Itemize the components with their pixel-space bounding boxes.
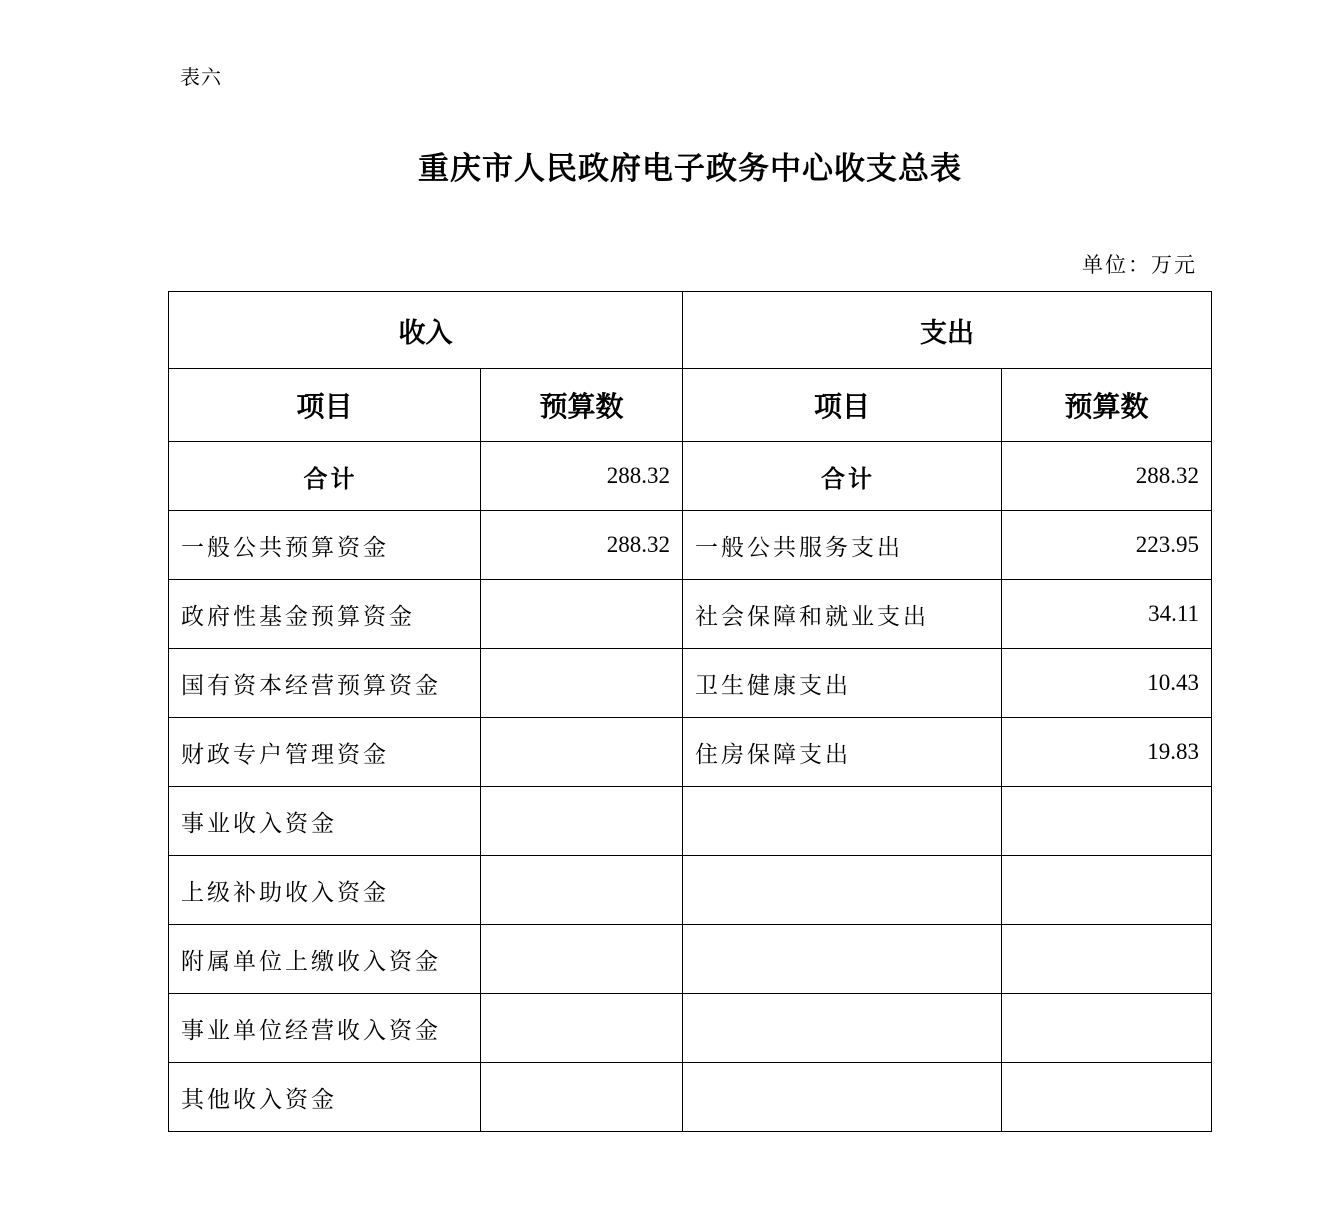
income-value-cell <box>481 787 683 856</box>
income-value-cell <box>481 994 683 1063</box>
expense-item-cell: 卫生健康支出 <box>683 649 1002 718</box>
expense-value-cell <box>1002 925 1212 994</box>
expense-item-cell: 一般公共服务支出 <box>683 511 1002 580</box>
expense-item-header: 项目 <box>683 369 1002 442</box>
income-budget-header: 预算数 <box>481 369 683 442</box>
group-header-row <box>169 292 1212 369</box>
expense-item-cell <box>683 994 1002 1063</box>
expense-item-cell: 社会保障和就业支出 <box>683 580 1002 649</box>
expense-value-cell <box>1002 787 1212 856</box>
income-value-cell <box>481 856 683 925</box>
income-value-cell <box>481 1063 683 1132</box>
expense-item-cell <box>683 787 1002 856</box>
expense-value-cell: 34.11 <box>1002 580 1212 649</box>
income-item-cell: 附属单位上缴收入资金 <box>169 925 481 994</box>
unit-label: 单位：万元 <box>1082 253 1197 277</box>
document-title: 重庆市人民政府电子政务中心收支总表 <box>418 151 962 187</box>
table-row <box>169 856 1212 925</box>
income-item-cell: 上级补助收入资金 <box>169 856 481 925</box>
income-value-cell <box>481 580 683 649</box>
income-total-value: 288.32 <box>481 442 683 511</box>
income-value-cell: 288.32 <box>481 511 683 580</box>
expense-value-cell: 19.83 <box>1002 718 1212 787</box>
column-header-row <box>169 369 1212 442</box>
income-item-cell: 其他收入资金 <box>169 1063 481 1132</box>
expense-value-cell <box>1002 1063 1212 1132</box>
income-item-header: 项目 <box>169 369 481 442</box>
expense-item-cell <box>683 925 1002 994</box>
budget-table <box>168 291 1212 1132</box>
table-row <box>169 1063 1212 1132</box>
table-row <box>169 718 1212 787</box>
income-value-cell <box>481 649 683 718</box>
table-row <box>169 511 1212 580</box>
table-row <box>169 925 1212 994</box>
expense-value-cell <box>1002 994 1212 1063</box>
total-row <box>169 442 1212 511</box>
expense-value-cell <box>1002 856 1212 925</box>
income-item-cell: 事业单位经营收入资金 <box>169 994 481 1063</box>
expense-group-header: 支出 <box>683 292 1212 369</box>
expense-item-cell <box>683 856 1002 925</box>
income-item-cell: 国有资本经营预算资金 <box>169 649 481 718</box>
table-number: 表六 <box>180 65 222 89</box>
income-item-cell: 一般公共预算资金 <box>169 511 481 580</box>
table-row <box>169 649 1212 718</box>
expense-budget-header: 预算数 <box>1002 369 1212 442</box>
income-item-cell: 政府性基金预算资金 <box>169 580 481 649</box>
expense-total-label: 合计 <box>683 442 1002 511</box>
expense-value-cell: 223.95 <box>1002 511 1212 580</box>
income-value-cell <box>481 718 683 787</box>
income-total-label: 合计 <box>169 442 481 511</box>
expense-item-cell <box>683 1063 1002 1132</box>
income-item-cell: 财政专户管理资金 <box>169 718 481 787</box>
income-group-header: 收入 <box>169 292 683 369</box>
expense-total-value: 288.32 <box>1002 442 1212 511</box>
table-row <box>169 787 1212 856</box>
table-row <box>169 994 1212 1063</box>
income-value-cell <box>481 925 683 994</box>
income-item-cell: 事业收入资金 <box>169 787 481 856</box>
table-row <box>169 580 1212 649</box>
expense-item-cell: 住房保障支出 <box>683 718 1002 787</box>
expense-value-cell: 10.43 <box>1002 649 1212 718</box>
